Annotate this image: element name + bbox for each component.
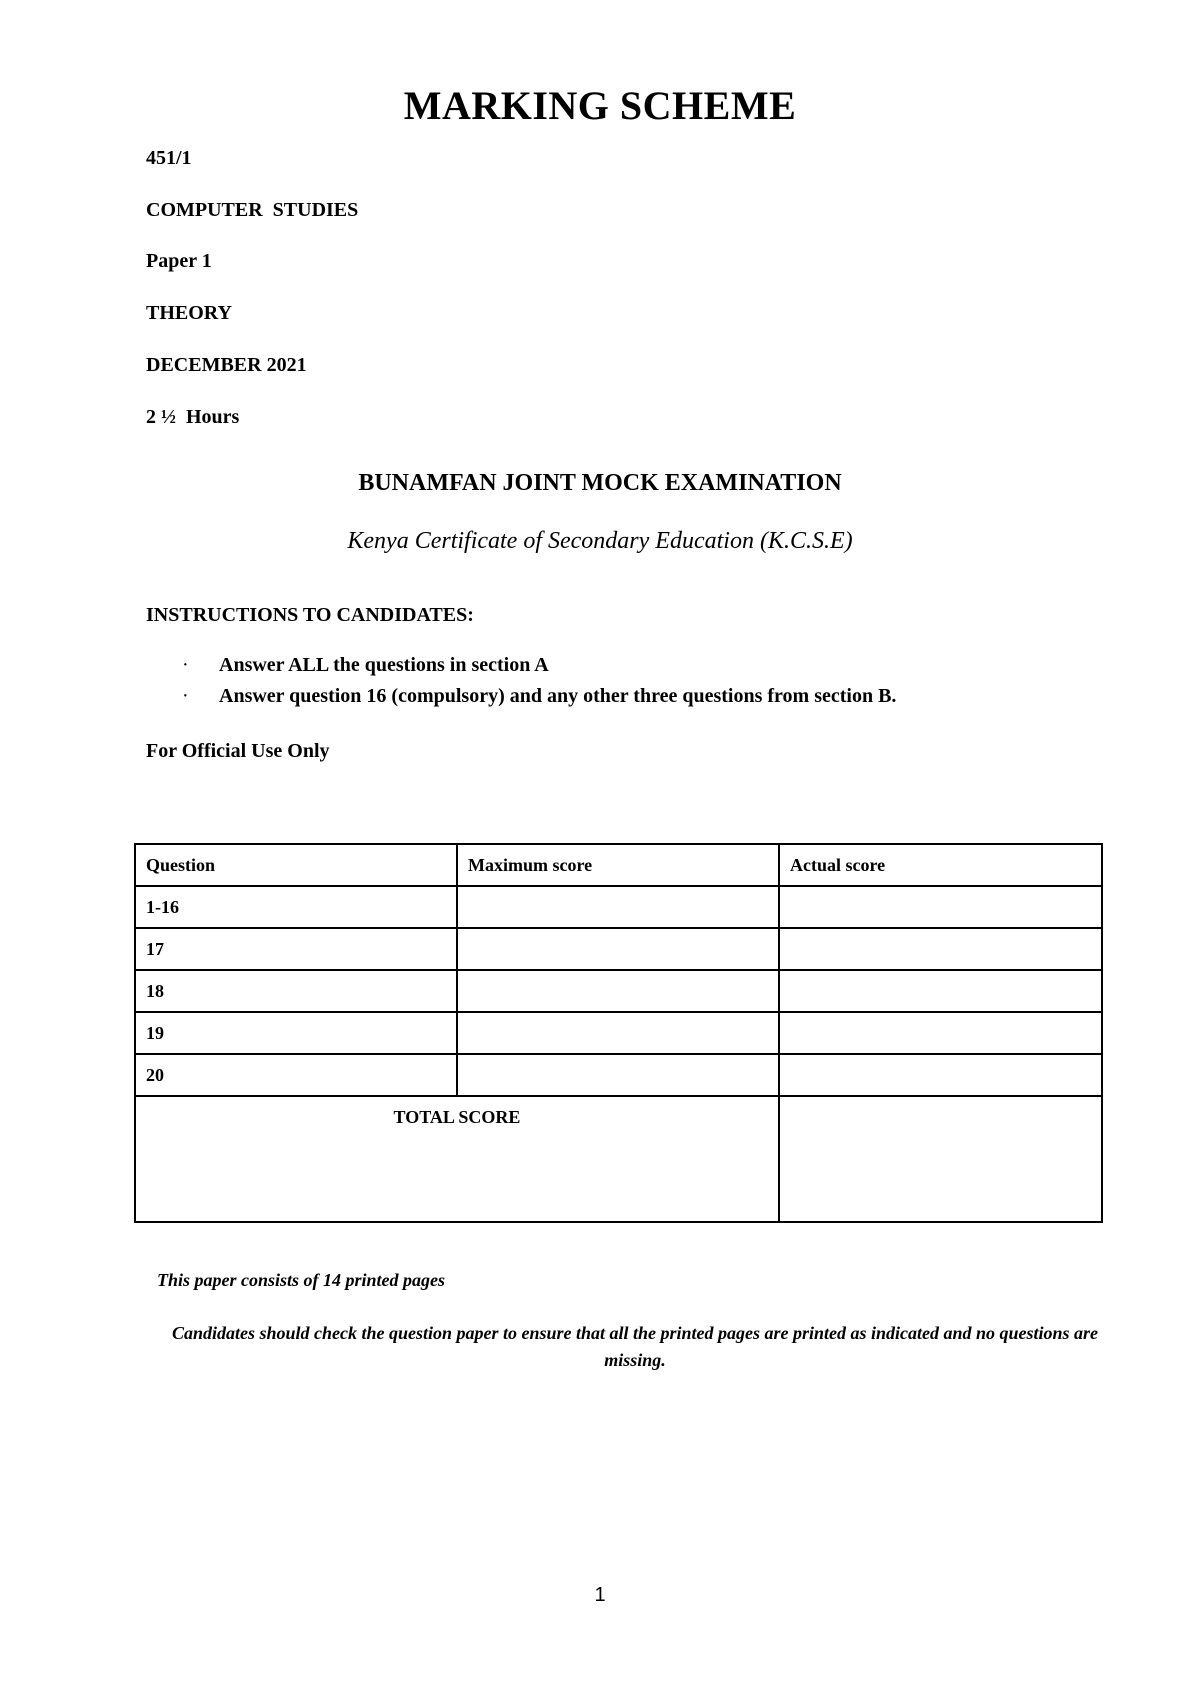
max-score-cell — [457, 1012, 779, 1054]
actual-score-cell — [779, 970, 1102, 1012]
score-table — [134, 843, 1103, 1223]
actual-score-cell — [779, 928, 1102, 970]
exam-duration: 2 ½ Hours — [146, 406, 240, 428]
table-row — [135, 928, 1102, 970]
bullet-icon: · — [182, 654, 189, 676]
page-number: 1 — [594, 1584, 606, 1606]
exam-date: DECEMBER 2021 — [146, 354, 307, 376]
question-cell: 18 — [135, 970, 457, 1012]
actual-score-cell — [779, 1012, 1102, 1054]
header-maximum-score: Maximum score — [457, 844, 779, 886]
total-row — [135, 1096, 1102, 1222]
instructions-title: INSTRUCTIONS TO CANDIDATES: — [146, 604, 474, 626]
table-row — [135, 886, 1102, 928]
max-score-cell — [457, 970, 779, 1012]
paper-type: THEORY — [146, 302, 232, 324]
table-row — [135, 1012, 1102, 1054]
exam-name: BUNAMFAN JOINT MOCK EXAMINATION — [358, 470, 842, 496]
question-cell: 17 — [135, 928, 457, 970]
official-use-label: For Official Use Only — [146, 740, 330, 762]
table-row — [135, 1054, 1102, 1096]
question-cell: 19 — [135, 1012, 457, 1054]
header-actual-score: Actual score — [779, 844, 1102, 886]
candidate-warning: Candidates should check the question paper to ensure that all the printed pages are printed as indicated and no questions are missing. — [171, 1323, 1099, 1370]
header-question: Question — [135, 844, 457, 886]
table-row — [135, 970, 1102, 1012]
question-cell: 1-16 — [135, 886, 457, 928]
pages-note: This paper consists of 14 printed pages — [157, 1270, 446, 1290]
bullet-icon: · — [182, 685, 189, 707]
max-score-cell — [457, 928, 779, 970]
paper-number: Paper 1 — [146, 250, 212, 272]
total-score-label: TOTAL SCORE — [135, 1096, 779, 1222]
page-title: MARKING SCHEME — [403, 83, 797, 128]
paper-code: 451/1 — [146, 147, 192, 169]
table-header-row — [135, 844, 1102, 886]
instruction-text: Answer question 16 (compulsory) and any other three questions from section B. — [219, 685, 897, 707]
max-score-cell — [457, 1054, 779, 1096]
subject-name: COMPUTER STUDIES — [146, 199, 359, 221]
instruction-text: Answer ALL the questions in section A — [219, 654, 549, 676]
question-cell: 20 — [135, 1054, 457, 1096]
certificate-name: Kenya Certificate of Secondary Education (K.C.S.E) — [347, 528, 853, 554]
total-score-cell — [779, 1096, 1102, 1222]
actual-score-cell — [779, 886, 1102, 928]
actual-score-cell — [779, 1054, 1102, 1096]
max-score-cell — [457, 886, 779, 928]
